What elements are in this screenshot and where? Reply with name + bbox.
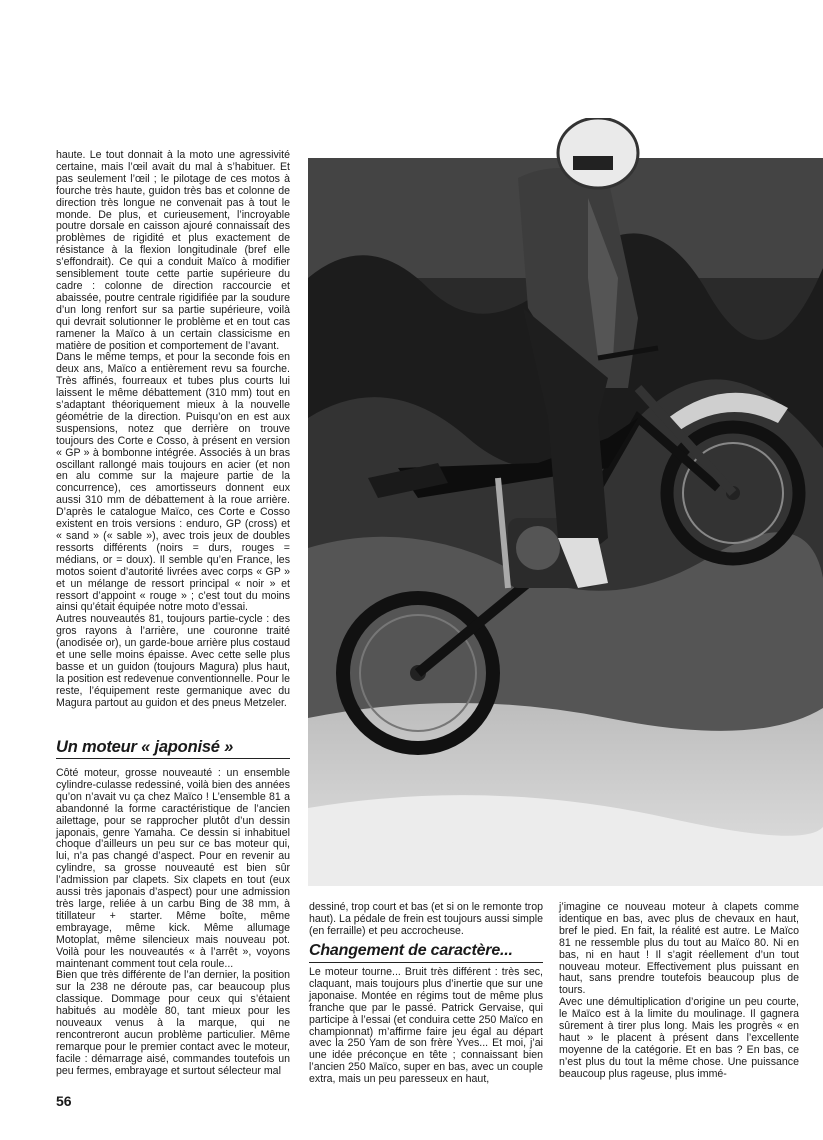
article-column-left-bottom xyxy=(56,768,290,1078)
paragraph: Bien que très différente de l’an dernier, la position sur la 238 ne déroute pas, car beaucoup plus classique. Dommage pour ceux qui s’étaient habitués au modèle 80, tant mieux pour les nouveaux venus à la marque, qui ne rencontreront aucun problème particulier. Même remarque pour le premier contact avec le moteur, facile : démarrage aisé, commandes toutefois un peu fermes, embrayage et surtout sélecteur mal xyxy=(56,969,290,1077)
paragraph: Le moteur tourne... Bruit très différent : très sec, claquant, mais toujours plus d’inertie que sur une japonaise. Montée en régims tout de même plus franche que par le passé. Patrick Gervaise, qui participe à l’essai (et conduira cette 250 Maïco en championnat) m’affirme faire jeu égal au départ avec la 250 Yam de son frère Yves... Et moi, j’ai une idée préconçue en tête ; connaissant bien l’ancien 250 Maïco, super en bas, avec un couple extra, mais un peu paresseux en haut, xyxy=(309,966,543,1086)
paragraph: haute. Le tout donnait à la moto une agressivité certaine, mais l’œil avait du mal à s’habituer. Et pas seulement l’œil ; le pilotage de ces motos à fourche très haute, guidon très bas et colonne de direction très longue ne convenait pas à tout le monde. De plus, et curieusement, l’incroyable poutre dorsale en caisson ajouré connaissait des problèmes de rigidité et plus exactement de résistance à la flexion longitudinale (bref elle s’effondrait). Ce qui a conduit Maïco à modifier sensiblement toute cette partie supérieure du cadre : colonne de direction raccourcie et abaissée, poutre centrale rigidifiée par la soudure d’un long renfort sur sa partie supérieure, voilà qui devrait solutionner le problème et en tout cas ramener la Maïco à un certain classicisme en matière de position et comportement de l’avant. xyxy=(56,149,290,352)
section-heading-moteur-japonise: Un moteur « japonisé » xyxy=(56,737,290,759)
article-column-left-top xyxy=(56,150,290,710)
paragraph: Côté moteur, grosse nouveauté : un ensemble cylindre-culasse redessiné, voilà bien des années qu’on n’avait vu ça chez Maïco ! L’ensemble 81 a abandonné la forme caractéristique de l’ancien ailettage, pour se rapprocher plutôt d’un dessin japonais, genre Yamaha. Ce dessin si inhabituel choque d’ailleurs un peu sur ce bas moteur qui, lui, n’a pas changé d’aspect. Pour en revenir au cylindre, sa grosse nouveauté est bien sûr l’admission par clapets. Six clapets en tout (eux aussi très japonais d’aspect) pour une admission très large, reliée à un carbu Bing de 38 mm, à titillateur + starter. Même boîte, même embrayage, même kick. Même allumage Motoplat, même silencieux mais nouveau pot. Voilà pour les nouveautés « à l’arrêt », voyons maintenant comment tout cela roule... xyxy=(56,767,290,970)
page-number: 56 xyxy=(56,1093,72,1109)
article-column-middle-bottom xyxy=(309,967,543,1086)
paragraph: j’imagine ce nouveau moteur à clapets comme identique en bas, avec plus de chevaux en haut, bref le pied. En fait, la réalité est autre. Le Maïco 81 ne ressemble plus du tout au Maïco 80. Ni en bas, ni en haut ! Il s’agit réellement d’un tout nouveau moteur. Effectivement plus puissant en haut, sans prendre toutefois beaucoup plus de tours. xyxy=(559,901,799,997)
paragraph: Dans le même temps, et pour la seconde fois en deux ans, Maïco a entièrement revu sa fourche. Très affinés, fourreaux et tubes plus courts lui laissent le même débattement (310 mm) tout en s’adaptant théoriquement mieux à la nouvelle géométrie de la direction. Puisqu’on en est aux suspensions, notez que derrière on trouve toujours des Corte e Cosso, à présent en version « GP » à bombonne intégrée. Associés à un bras oscillant rallongé mais toujours en acier (et non en alu comme sur la majeure partie de la concurrence), ces amortisseurs donnent eux aussi 310 mm de débattement à la roue arrière. D’après le catalogue Maïco, ces Corte e Cosso existent en trois versions : enduro, GP (cross) et « sand » (« sable »), avec trois jeux de doubles ressorts différents (noirs = durs, rouges = médians, or = doux). Il semble qu’en France, les motos soient d’autorité livrées avec corps « GP » et un mélange de ressort principal « noir » et ressort d’appoint « rouge » ; c’est tout du moins ainsi qu’était équipée notre moto d’essai. xyxy=(56,351,290,614)
section-heading-changement-caractere: Changement de caractère... xyxy=(309,941,543,963)
paragraph: dessiné, trop court et bas (et si on le remonte trop haut). La pédale de frein est toujours aussi simple (en ferraille) et peu accrocheuse. xyxy=(309,901,543,937)
article-column-middle-top xyxy=(309,902,543,938)
motocross-rider-jump-photo xyxy=(308,118,823,886)
article-column-right xyxy=(559,902,799,1081)
paragraph: Autres nouveautés 81, toujours partie-cycle : des gros rayons à l’arrière, une couronne traité (anodisée or), un garde-boue arrière plus costaud et une selle moins épaisse. Avec cette selle plus basse et un guidon (toujours Magura) plus haut, la position est redevenue conventionnelle. Pour le reste, l’équipement reste germanique avec du Magura partout au guidon et des pneus Metzeler. xyxy=(56,613,290,709)
paragraph: Avec une démultiplication d’origine un peu courte, le Maïco est à la limite du moulinage. Il gagnera sûrement à tirer plus long. Mais les progrès « en haut » le placent à présent dans l’excellente moyenne de la catégorie. Et en bas ? En bas, ce n’est plus du tout la même chose. Une puissance beaucoup plus rageuse, plus immé- xyxy=(559,996,799,1080)
